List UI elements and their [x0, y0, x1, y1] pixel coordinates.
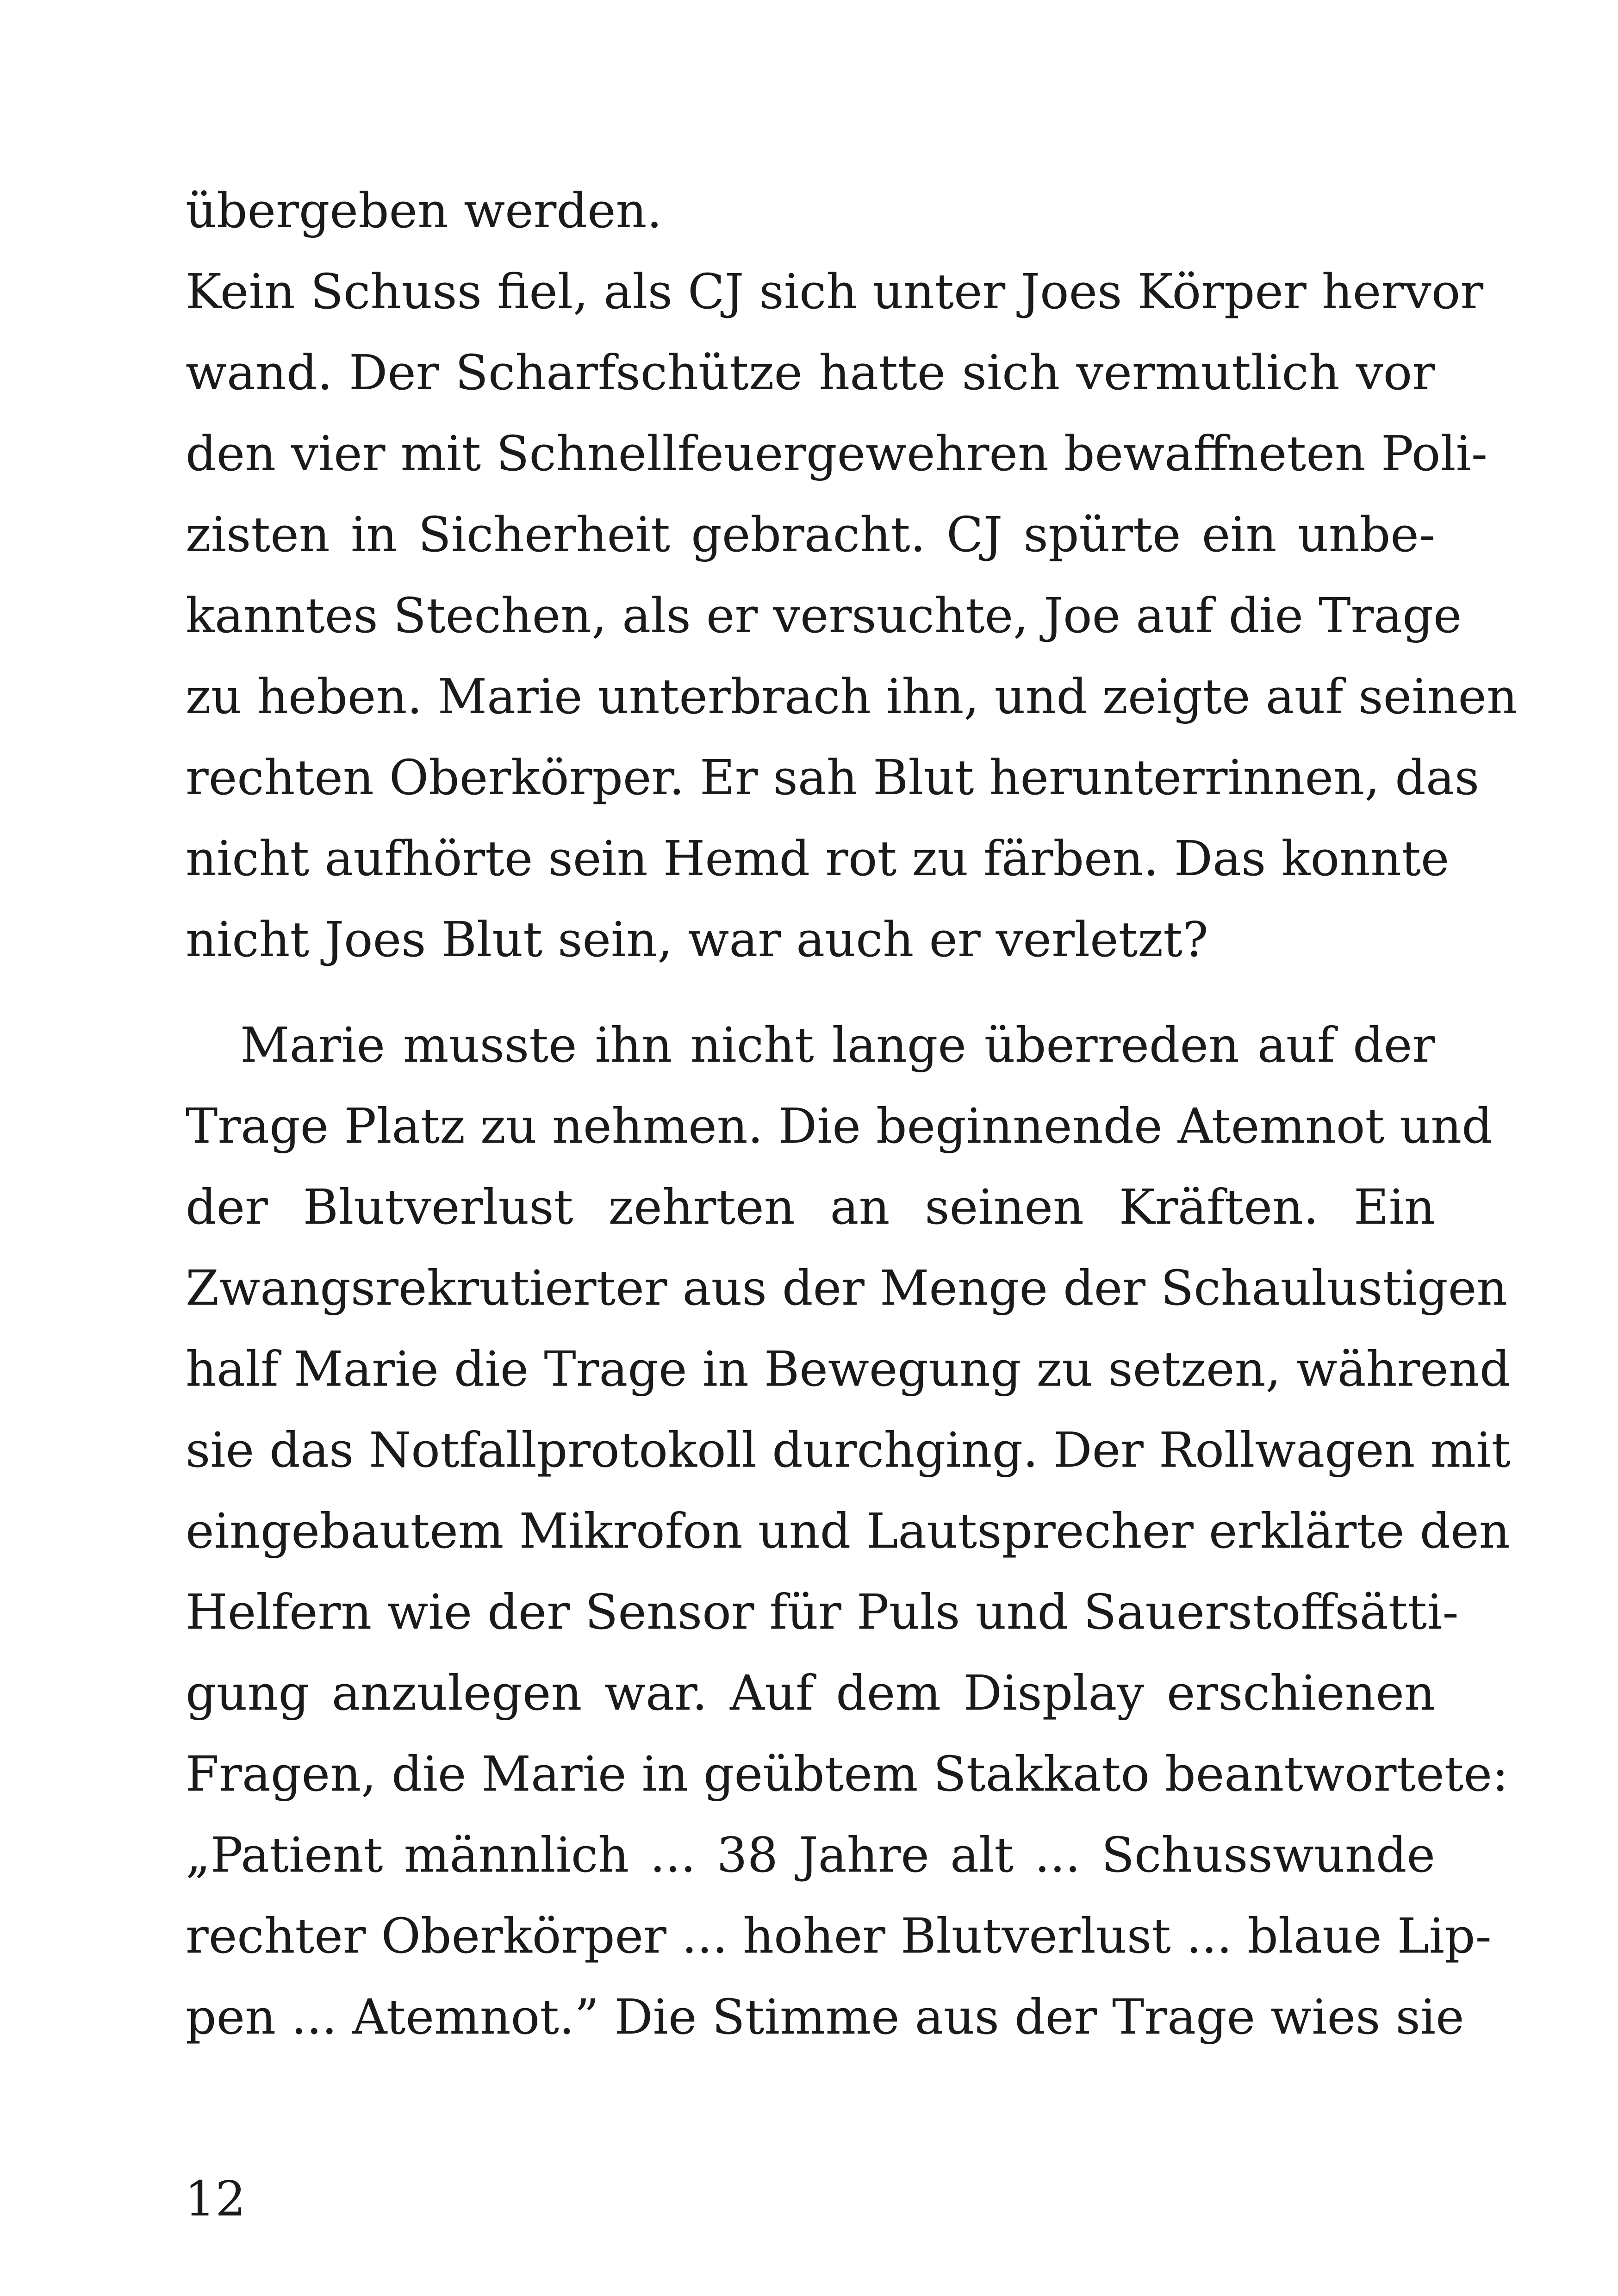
text-line: pen ... Atemnot.” Die Stimme aus der Trage wies sie — [186, 1989, 1464, 2045]
text-line: Kein Schuss fiel, als CJ sich unter Joes Körper hervor — [186, 263, 1484, 320]
text-line: half Marie die Trage in Bewegung zu setzen, während — [186, 1341, 1511, 1397]
text-line: rechten Oberkörper. Er sah Blut herunterrinnen, das — [186, 749, 1480, 806]
text-line: wand. Der Scharfschütze hatte sich vermutlich vor — [186, 344, 1435, 401]
text-line: rechter Oberkörper ... hoher Blutverlust ... blaue Lip- — [186, 1908, 1492, 1964]
text-line: eingebautem Mikrofon und Lautsprecher erklärte den — [186, 1503, 1510, 1559]
text-line: kanntes Stechen, als er versuchte, Joe auf die Trage — [186, 587, 1462, 644]
text-line: nicht Joes Blut sein, war auch er verletzt? — [186, 911, 1208, 968]
text-line: zu heben. Marie unterbrach ihn, und zeigte auf seinen — [186, 668, 1518, 725]
text-line: Fragen, die Marie in geübtem Stakkato beantwortete: — [186, 1746, 1509, 1802]
text-line: der Blutverlust zehrten an seinen Kräften. Ein — [186, 1179, 1435, 1235]
text-line: Trage Platz zu nehmen. Die beginnende Atemnot und — [186, 1098, 1493, 1154]
text-line: gung anzulegen war. Auf dem Display erschienen — [186, 1665, 1435, 1721]
text-line: Helfern wie der Sensor für Puls und Sauerstoffsätti- — [186, 1584, 1459, 1640]
text-line: sie das Notfallprotokoll durchging. Der Rollwagen mit — [186, 1422, 1511, 1478]
text-line: nicht aufhörte sein Hemd rot zu färben. Das konnte — [186, 830, 1450, 887]
text-line: „Patient männlich ... 38 Jahre alt ... Schusswunde — [186, 1827, 1435, 1883]
text-line: Zwangsrekrutierter aus der Menge der Schaulustigen — [186, 1260, 1508, 1316]
text-line: zisten in Sicherheit gebracht. CJ spürte ein unbe- — [186, 506, 1435, 563]
page-number: 12 — [185, 2171, 246, 2227]
text-line: den vier mit Schnellfeuergewehren bewaffneten Poli- — [186, 425, 1487, 482]
text-line: übergeben werden. — [186, 182, 662, 239]
text-line: Marie musste ihn nicht lange überreden auf der — [240, 1017, 1435, 1073]
